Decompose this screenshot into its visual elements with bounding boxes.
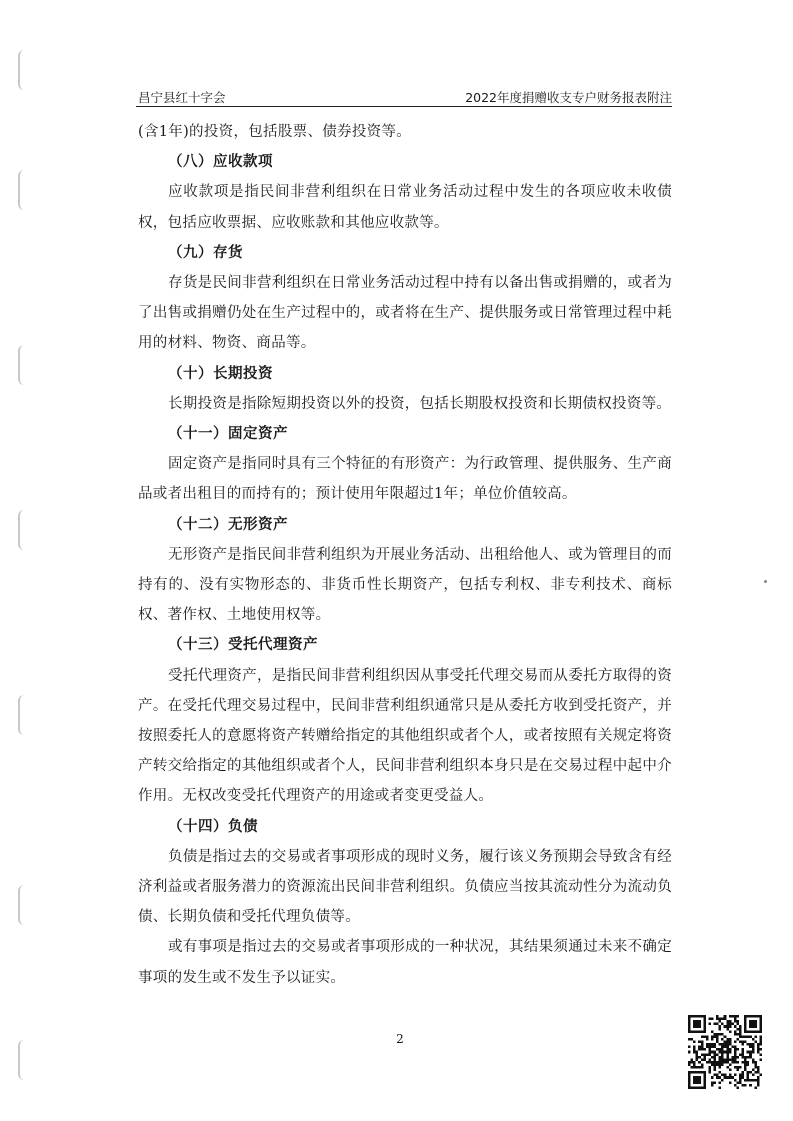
paragraph-contingencies: 或有事项是指过去的交易或者事项形成的一种状况，其结果须通过未来不确定事项的发生或不发生予以证实。 xyxy=(138,939,672,986)
section-heading-accounts-receivable: （八）应收款项 xyxy=(168,154,273,171)
section-heading-inventory: （九）存货 xyxy=(168,244,243,261)
page-header xyxy=(136,86,672,107)
section-heading-fixed-assets: （十一）固定资产 xyxy=(168,426,288,443)
organization-name: 昌宁县红十字会 xyxy=(138,90,226,105)
section-heading-liabilities: （十四）负债 xyxy=(168,818,258,835)
scan-speck xyxy=(764,580,767,583)
paragraph-long-term-investment: 长期投资是指除短期投资以外的投资，包括长期股权投资和长期债权投资等。 xyxy=(168,395,672,412)
binding-holes xyxy=(18,40,32,1090)
paragraph-intangible-assets: 无形资产是指民间非营利组织为开展业务活动、出租给他人、或为管理目的而持有的、没有实物形态的、非货币性长期资产，包括专利权、非专利技术、商标权、著作权、土地使用权等。 xyxy=(138,546,672,624)
section-heading-entrusted-assets: （十三）受托代理资产 xyxy=(168,637,318,654)
intro-line: (含1年)的投资，包括股票、债券投资等。 xyxy=(138,124,412,140)
document-body xyxy=(138,117,672,993)
paragraph-liabilities: 负债是指过去的交易或者事项形成的现时义务，履行该义务预期会导致含有经济利益或者服务潜力的资源流出民间非营利组织。负债应当按其流动性分为流动负债、长期负债和受托代理负债等。 xyxy=(138,848,672,926)
page-number: 2 xyxy=(396,1032,404,1046)
section-heading-intangible-assets: （十二）无形资产 xyxy=(168,516,288,533)
paragraph-fixed-assets: 固定资产是指同时具有三个特征的有形资产：为行政管理、提供服务、生产商品或者出租目的而持有的；预计使用年限超过1年；单位价值较高。 xyxy=(138,456,672,503)
report-title: 2022年度捐赠收支专户财务报表附注 xyxy=(465,90,672,105)
paragraph-accounts-receivable: 应收款项是指民间非营利组织在日常业务活动过程中发生的各项应收未收债权，包括应收票据、应收账款和其他应收款等。 xyxy=(138,184,672,231)
qr-code-icon xyxy=(688,1015,762,1089)
paragraph-entrusted-assets: 受托代理资产，是指民间非营利组织因从事受托代理交易而从委托方取得的资产。在受托代理交易过程中，民间非营利组织通常只是从委托方收到受托资产，并按照委托人的意愿将资产转赠给指定的其他组织或者个人，或者按照有关规定将资产转交给指定的其他组织或者个人，民间非营利组织本身只是在交易过程中起中介作用。无权改变受托代理资产的用途或者变更受益人。 xyxy=(138,667,672,805)
paragraph-inventory: 存货是民间非营利组织在日常业务活动过程中持有以备出售或捐赠的，或者为了出售或捐赠仍处在生产过程中的，或者将在生产、提供服务或日常管理过程中耗用的材料、物资、商品等。 xyxy=(138,275,672,352)
section-heading-long-term-investment: （十）长期投资 xyxy=(168,365,273,382)
